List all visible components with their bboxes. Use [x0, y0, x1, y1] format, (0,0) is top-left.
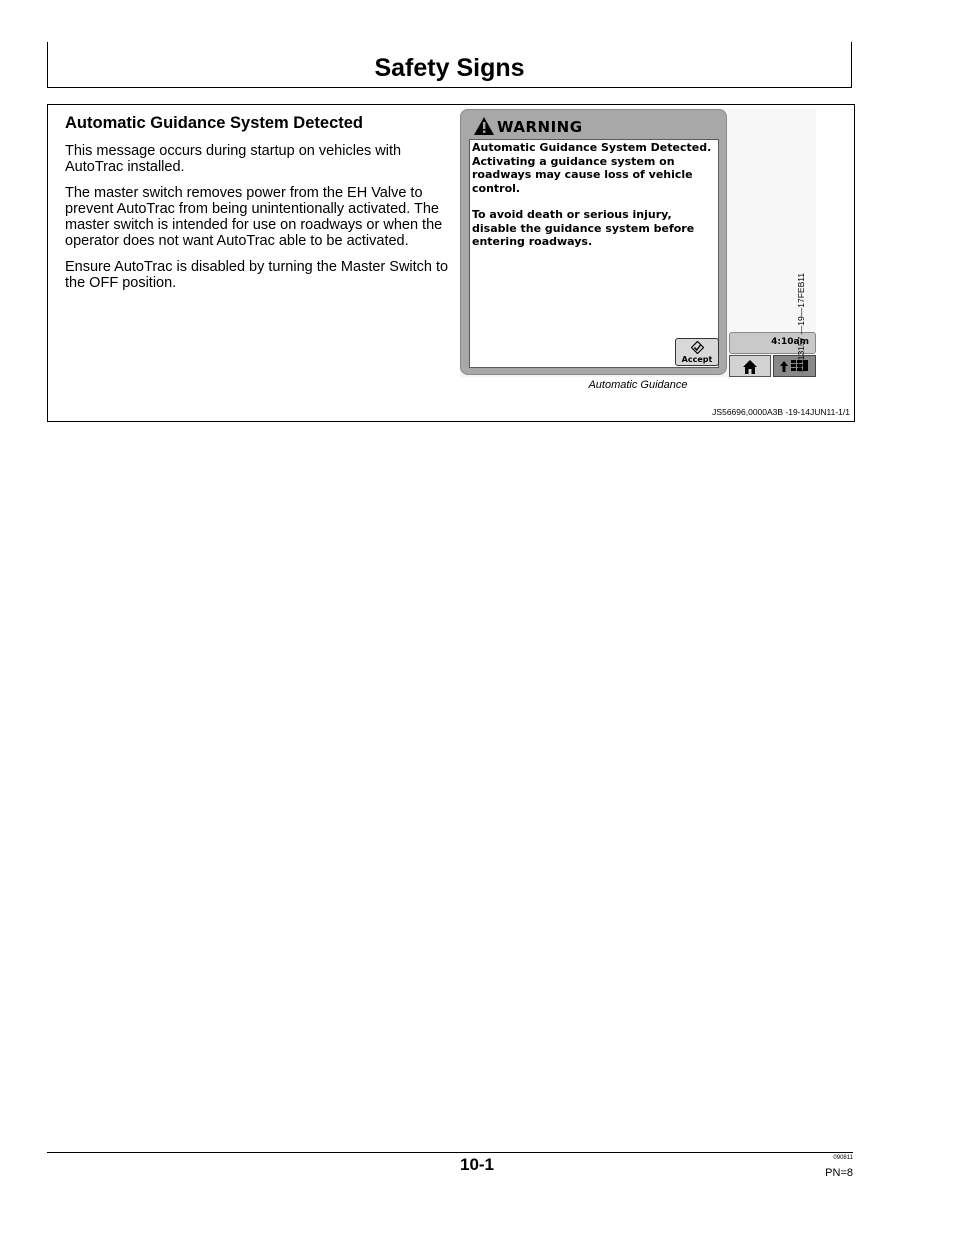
paragraph: The master switch removes power from the EH Valve to prevent AutoTrac from being unintentionally activated. The master switch is intended for use on roadways or when the operator does not want AutoTrac able to be activated. — [65, 185, 443, 249]
paragraph: Ensure AutoTrac is disabled by turning the Master Switch to the OFF position. — [65, 259, 449, 291]
warning-message: To avoid death or serious injury, disable the guidance system before entering roadways. — [472, 208, 695, 248]
page-number: 10-1 — [459, 1155, 495, 1174]
page-title: Safety Signs — [374, 54, 525, 82]
warning-header — [469, 116, 709, 138]
page-header — [47, 42, 852, 88]
warning-popup — [460, 109, 727, 375]
display-screen — [460, 109, 816, 377]
menu-icon — [774, 356, 815, 376]
content-section — [47, 104, 855, 422]
figure-screenshot — [460, 109, 816, 377]
accept-button[interactable] — [675, 338, 719, 366]
footer-date-code: 090811 — [833, 1155, 853, 1161]
document-reference: JS56696,0000A3B -19-14JUN11-1/1 — [712, 407, 850, 417]
clock-time: 4:10am — [771, 337, 809, 347]
figure-caption: Automatic Guidance — [588, 379, 688, 391]
section-heading: Automatic Guidance System Detected — [65, 114, 363, 132]
footer-divider — [47, 1152, 853, 1153]
warning-message-panel — [469, 139, 719, 368]
accept-label: Accept — [681, 355, 713, 364]
menu-button[interactable] — [773, 355, 816, 377]
warning-message: Automatic Guidance System Detected. Activating a guidance system on roadways may cause loss of vehicle control. — [472, 141, 712, 195]
section-body — [65, 143, 450, 301]
home-button[interactable] — [729, 355, 771, 377]
warning-label: WARNING — [497, 118, 583, 136]
accept-icon — [691, 341, 704, 354]
paragraph: This message occurs during startup on vehicles with AutoTrac installed. — [65, 143, 402, 175]
warning-triangle-icon — [473, 116, 495, 136]
home-icon — [730, 356, 770, 376]
footer-pn: PN=8 — [825, 1167, 853, 1179]
figure-id: PC13157 —19—17FEB11 — [796, 272, 806, 372]
